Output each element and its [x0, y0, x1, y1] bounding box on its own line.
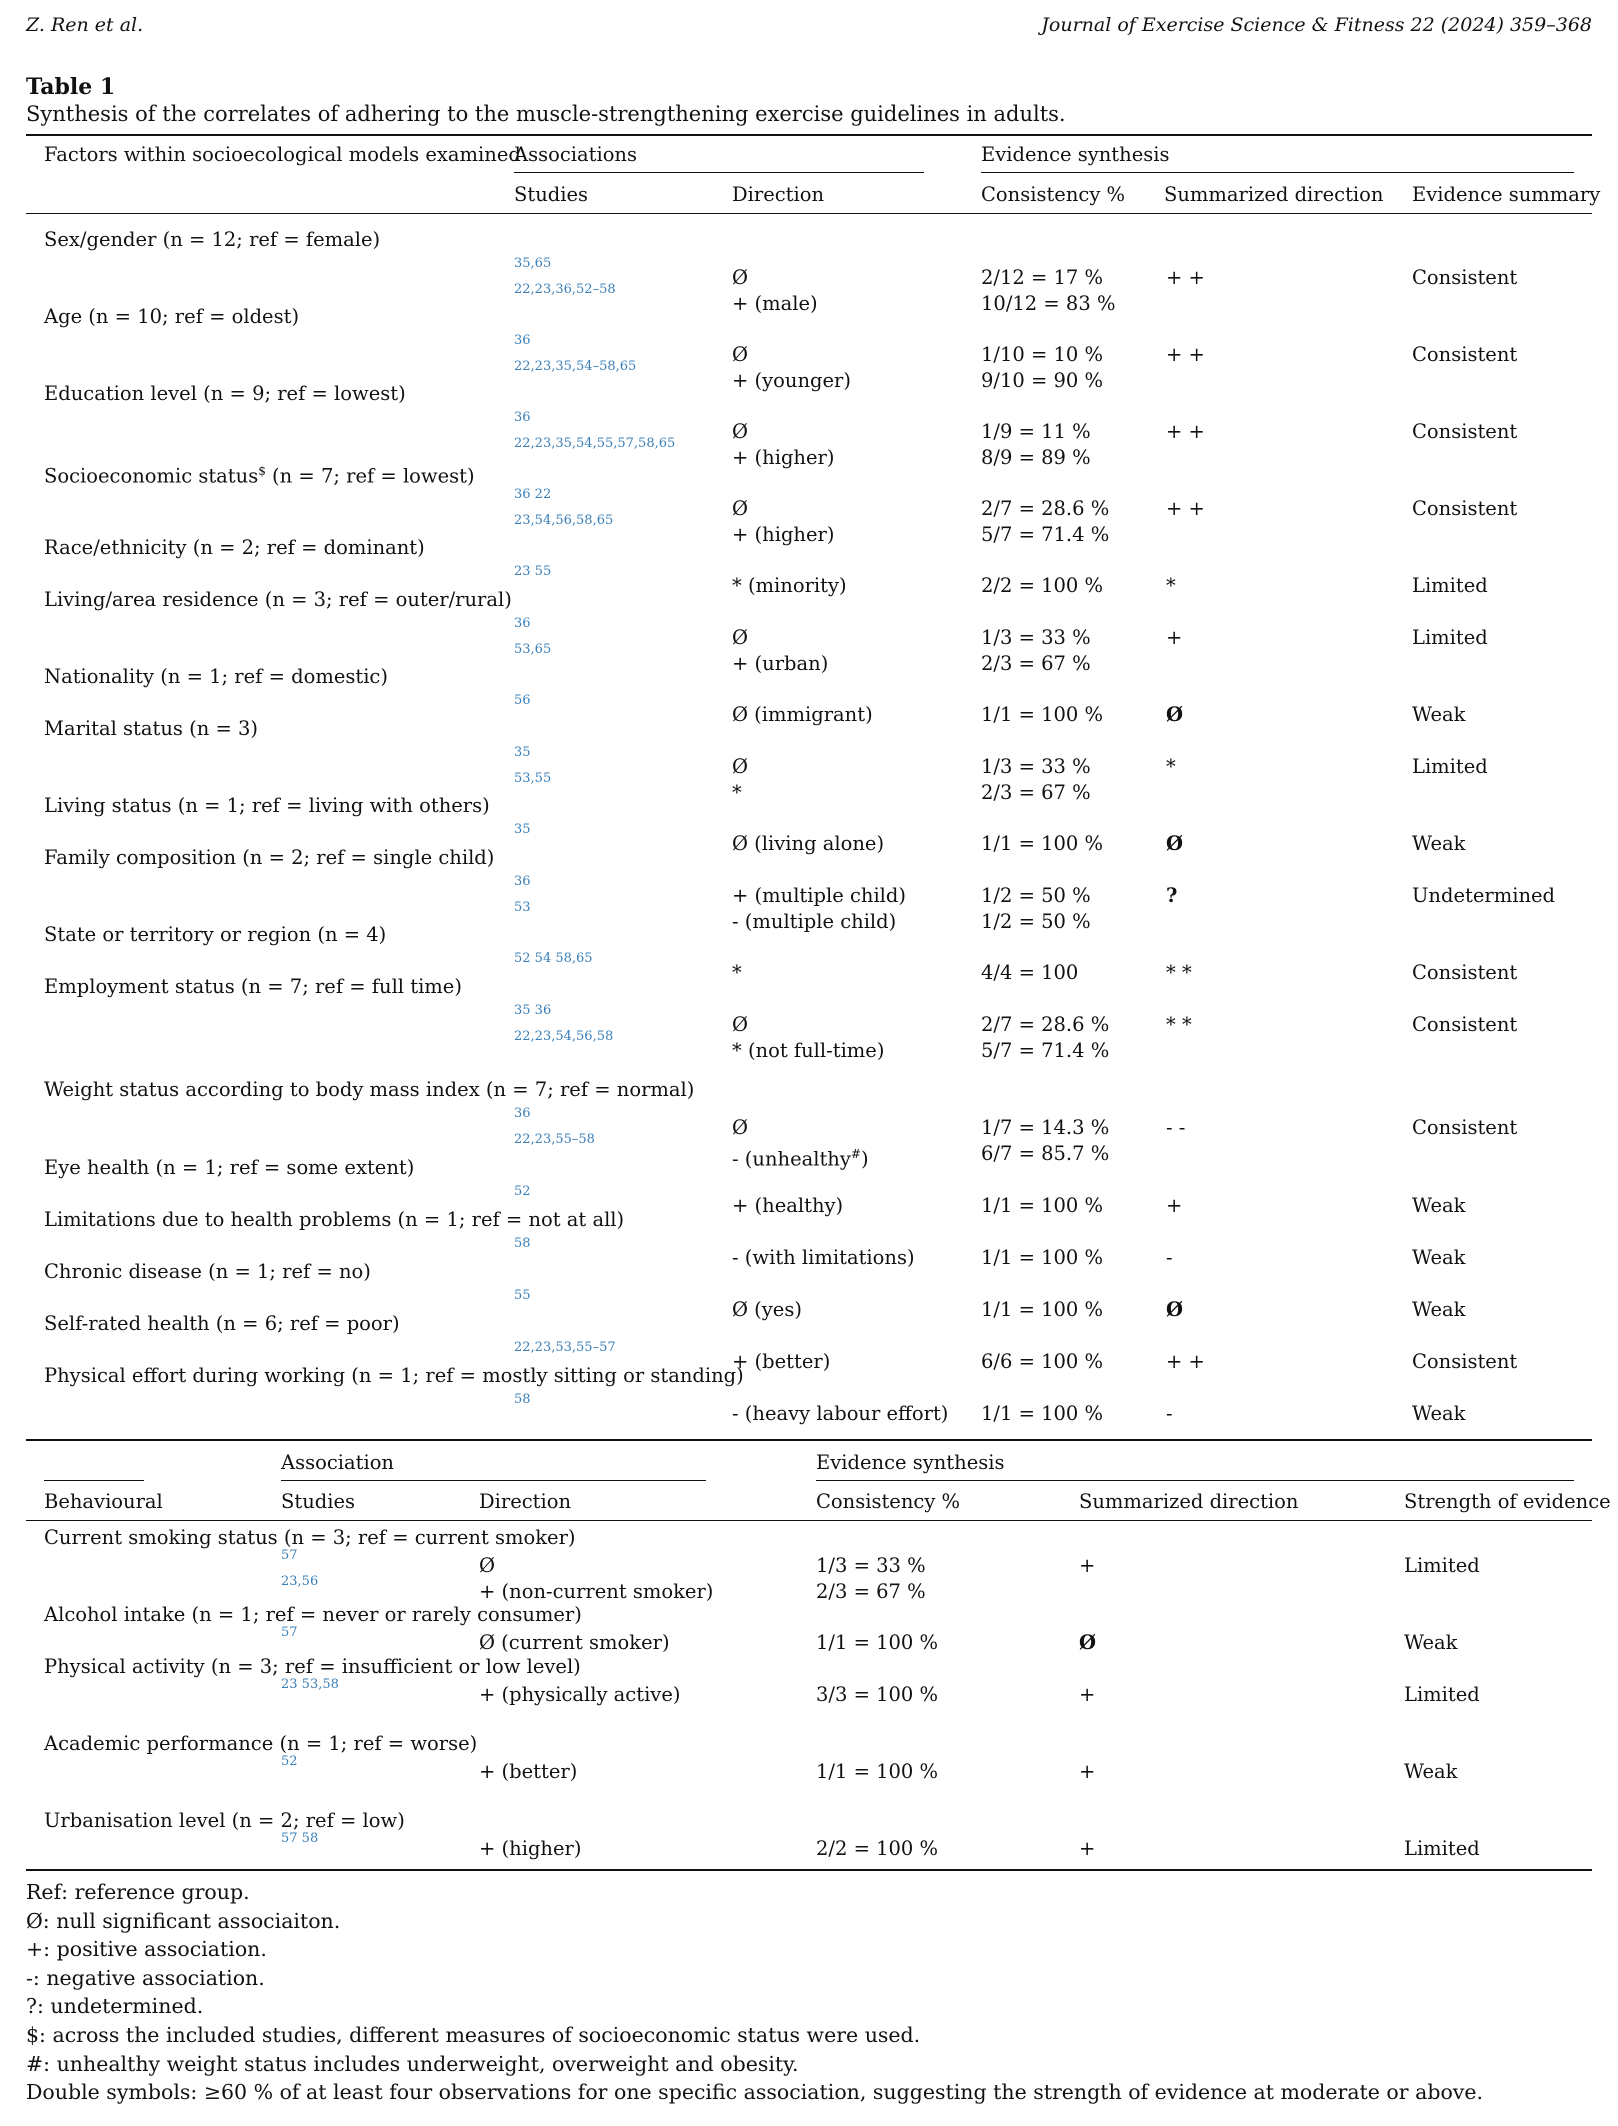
summarized-direction: * *: [1166, 961, 1192, 984]
consistency-value: 2/2 = 100 %: [981, 574, 1104, 597]
direction-value: [732, 755, 748, 779]
direction-text: Ø: [732, 1013, 748, 1036]
direction-text: + (higher): [732, 446, 835, 469]
study-refs: 22,23,36,52–58: [514, 282, 616, 297]
factor-text: Employment status (n = 7; ref = full time): [44, 975, 462, 998]
direction-text: Ø: [732, 420, 748, 443]
consistency-value: 1/1 = 100 %: [981, 1298, 1104, 1321]
direction-value: [732, 266, 748, 290]
factor-label: [44, 846, 494, 870]
factor-label: [44, 382, 406, 406]
consistency-value: 1/2 = 50 %: [981, 884, 1091, 907]
header-bottom-rule-2: [26, 1520, 1592, 1521]
direction-text: - (multiple child): [732, 910, 897, 933]
study-refs: 36: [514, 333, 531, 348]
direction-value: [732, 420, 748, 444]
footnote-marker: $: [258, 464, 266, 478]
evidence-summary: Weak: [1412, 1402, 1466, 1425]
consistency-value: 1/7 = 14.3 %: [981, 1116, 1110, 1139]
factor-text: Self-rated health (n = 6; ref = poor): [44, 1312, 400, 1335]
study-refs: 58: [514, 1236, 531, 1251]
col-header-direction: Direction: [732, 183, 825, 206]
direction-value: [732, 497, 748, 521]
factor-label: Academic performance (n = 1; ref = worse): [44, 1732, 478, 1755]
study-refs: 52 54 58,65: [514, 951, 593, 966]
study-refs: 36: [514, 410, 531, 425]
study-refs: 56: [514, 693, 531, 708]
consistency-value: 1/3 = 33 %: [981, 755, 1091, 778]
consistency-value: 1/2 = 50 %: [981, 910, 1091, 933]
study-refs: 22,23,53,55–57: [514, 1340, 616, 1355]
evidence-underline-2: [816, 1480, 1574, 1481]
direction-value: + (non-current smoker): [479, 1580, 714, 1603]
table-caption: Synthesis of the correlates of adhering to the muscle-strengthening exercise guidelines in adults.: [26, 102, 1066, 126]
direction-value: [732, 1298, 802, 1322]
study-refs: 22,23,55–58: [514, 1132, 595, 1147]
behavioural-overline: [44, 1480, 144, 1481]
consistency-value: 1/1 = 100 %: [981, 1246, 1104, 1269]
footnote-line: Ø: null significant associaiton.: [26, 1908, 341, 1933]
factor-text: Marital status (n = 3): [44, 717, 259, 740]
summarized-direction: +: [1079, 1554, 1096, 1577]
direction-value: [732, 1350, 830, 1374]
summarized-direction: - -: [1166, 1116, 1186, 1139]
evidence-summary: Limited: [1412, 574, 1488, 597]
col-header-consistency: Consistency %: [981, 183, 1126, 206]
study-refs: 23 55: [514, 564, 552, 579]
summarized-direction: ?: [1166, 884, 1178, 907]
factor-label: [44, 717, 258, 741]
study-refs: 53: [514, 900, 531, 915]
consistency-value: 1/1 = 100 %: [816, 1631, 939, 1654]
study-refs: 53,65: [514, 642, 552, 657]
footnote-line: -: negative association.: [26, 1965, 265, 1990]
factor-text: Sex/gender (n = 12; ref = female): [44, 228, 381, 251]
study-refs: 36: [514, 874, 531, 889]
study-refs: 35: [514, 822, 531, 837]
evidence-underline: [981, 172, 1574, 173]
direction-text: Ø: [732, 266, 748, 289]
evidence-summary: Limited: [1412, 626, 1488, 649]
footnote-line: ?: undetermined.: [26, 1994, 204, 2019]
study-refs: 23,56: [281, 1574, 319, 1589]
col-header-evidence-summary: Evidence summary: [1412, 183, 1601, 206]
direction-text: Ø: [732, 343, 748, 366]
direction-value: [732, 626, 748, 650]
direction-value: + (higher): [479, 1837, 582, 1860]
direction-text: *: [732, 961, 742, 984]
direction-value: [732, 1039, 884, 1063]
direction-text: + (healthy): [732, 1194, 844, 1217]
col-header-studies: Studies: [514, 183, 589, 206]
factor-label: Urbanisation level (n = 2; ref = low): [44, 1809, 405, 1832]
factor-label: Physical activity (n = 3; ref = insufficient or low level): [44, 1655, 581, 1678]
consistency-value: 1/9 = 11 %: [981, 420, 1091, 443]
direction-text: * (minority): [732, 574, 847, 597]
consistency-value: 1/1 = 100 %: [981, 703, 1104, 726]
factor-text: Nationality (n = 1; ref = domestic): [44, 665, 388, 688]
col-header-evidence-synthesis-2: Evidence synthesis: [816, 1451, 1005, 1474]
study-refs: 53,55: [514, 771, 552, 786]
evidence-summary: Consistent: [1412, 1350, 1518, 1373]
footnote-line: #: unhealthy weight status includes underweight, overweight and obesity.: [26, 2051, 799, 2076]
consistency-value: 10/12 = 83 %: [981, 292, 1116, 315]
consistency-value: 2/7 = 28.6 %: [981, 1013, 1110, 1036]
factor-label: [44, 1156, 414, 1180]
consistency-value: 1/3 = 33 %: [816, 1554, 926, 1577]
table-footnotes: [26, 1878, 1483, 2107]
summarized-direction: * *: [1166, 1013, 1192, 1036]
direction-text: + (higher): [732, 523, 835, 546]
study-refs: 57 58: [281, 1831, 319, 1846]
consistency-value: 5/7 = 71.4 %: [981, 1039, 1110, 1062]
col-header-studies-2: Studies: [281, 1490, 356, 1513]
study-refs: 36 22: [514, 487, 552, 502]
factor-text: Education level (n = 9; ref = lowest): [44, 382, 406, 405]
consistency-value: 1/3 = 33 %: [981, 626, 1091, 649]
factor-label: [44, 1078, 694, 1102]
footnote-line: Ref: reference group.: [26, 1880, 250, 1904]
consistency-value: 2/3 = 67 %: [981, 781, 1091, 804]
col-header-summarized-direction-2: Summarized direction: [1079, 1490, 1299, 1513]
direction-value: Ø: [479, 1554, 495, 1577]
study-refs: 22,23,35,54,55,57,58,65: [514, 436, 676, 451]
direction-value: [732, 1013, 748, 1037]
strength-of-evidence: Limited: [1404, 1683, 1480, 1706]
factor-text-rest: (n = 7; ref = lowest): [265, 464, 475, 488]
consistency-value: 2/2 = 100 %: [816, 1837, 939, 1860]
study-refs: 22,23,54,56,58: [514, 1029, 614, 1044]
direction-text: + (multiple child): [732, 884, 907, 907]
direction-text: + (younger): [732, 369, 851, 392]
consistency-value: 1/1 = 100 %: [981, 1402, 1104, 1425]
direction-value: [732, 574, 847, 598]
direction-text: Ø (living alone): [732, 832, 885, 855]
evidence-summary: Weak: [1412, 832, 1466, 855]
col-header-factors: Factors within socioecological models examined: [44, 143, 521, 166]
summarized-direction: Ø: [1166, 703, 1183, 726]
direction-text: Ø: [732, 755, 748, 778]
direction-value: [732, 292, 818, 316]
direction-text: Ø (immigrant): [732, 703, 873, 726]
factor-text: Living status (n = 1; ref = living with others): [44, 794, 490, 817]
summarized-direction: + +: [1166, 1350, 1205, 1373]
factor-text: Weight status according to body mass index (n = 7; ref = normal): [44, 1078, 695, 1101]
factor-text: Race/ethnicity (n = 2; ref = dominant): [44, 536, 425, 559]
study-refs: 22,23,35,54–58,65: [514, 359, 637, 374]
summarized-direction: +: [1079, 1760, 1096, 1783]
evidence-summary: Weak: [1412, 1194, 1466, 1217]
footnote-line: +: positive association.: [26, 1937, 267, 1962]
study-refs: 52: [281, 1754, 298, 1769]
direction-text: - (unhealthy: [732, 1147, 851, 1171]
study-refs: 36: [514, 616, 531, 631]
study-refs: 57: [281, 1625, 298, 1640]
col-header-behavioural: Behavioural: [44, 1490, 163, 1513]
direction-value: [732, 781, 742, 805]
factor-label: Alcohol intake (n = 1; ref = never or rarely consumer): [44, 1603, 582, 1626]
consistency-value: 9/10 = 90 %: [981, 369, 1104, 392]
evidence-summary: Weak: [1412, 703, 1466, 726]
direction-value: + (physically active): [479, 1683, 681, 1706]
factor-text: State or territory or region (n = 4): [44, 923, 387, 946]
direction-value: [732, 1246, 915, 1270]
direction-value: [732, 1116, 748, 1140]
factor-label: [44, 588, 512, 612]
direction-close: ): [860, 1147, 869, 1171]
evidence-summary: Consistent: [1412, 497, 1518, 520]
summarized-direction: Ø: [1166, 832, 1183, 855]
factor-text: Physical effort during working (n = 1; ref = mostly sitting or standing): [44, 1364, 744, 1387]
associations-underline: [514, 172, 924, 173]
factor-text: Family composition (n = 2; ref = single child): [44, 846, 495, 869]
col-header-association: Association: [281, 1451, 394, 1474]
study-refs: 35: [514, 745, 531, 760]
direction-value: [732, 961, 742, 985]
factor-label: [44, 1312, 400, 1336]
factor-label: [44, 1260, 371, 1284]
evidence-summary: Consistent: [1412, 266, 1518, 289]
consistency-value: 1/10 = 10 %: [981, 343, 1104, 366]
study-refs: 35 36: [514, 1003, 552, 1018]
evidence-summary: Undetermined: [1412, 884, 1556, 907]
direction-value: [732, 369, 851, 393]
direction-value: [732, 910, 896, 934]
factor-text: Limitations due to health problems (n = 1; ref = not at all): [44, 1208, 625, 1231]
consistency-value: 2/3 = 67 %: [816, 1580, 926, 1603]
summarized-direction: + +: [1166, 497, 1205, 520]
evidence-summary: Weak: [1412, 1246, 1466, 1269]
direction-value: [732, 832, 884, 856]
direction-value: + (better): [479, 1760, 578, 1783]
study-refs: 58: [514, 1392, 531, 1407]
consistency-value: 4/4 = 100: [981, 961, 1079, 984]
direction-value: [732, 446, 834, 470]
summarized-direction: -: [1166, 1246, 1173, 1269]
direction-text: Ø: [732, 497, 748, 520]
col-header-direction-2: Direction: [479, 1490, 572, 1513]
factor-label: [44, 794, 490, 818]
direction-value: [732, 343, 748, 367]
col-header-summarized-direction: Summarized direction: [1164, 183, 1384, 206]
factor-label: [44, 1208, 624, 1232]
direction-value: [732, 523, 834, 547]
study-refs: 23 53,58: [281, 1677, 339, 1692]
direction-text: Ø: [732, 1116, 748, 1139]
part-divider-rule: [26, 1439, 1592, 1441]
direction-value: [732, 1402, 948, 1426]
factor-label: [44, 459, 475, 489]
consistency-value: 2/12 = 17 %: [981, 266, 1104, 289]
consistency-value: 1/1 = 100 %: [981, 832, 1104, 855]
direction-text: * (not full-time): [732, 1039, 885, 1062]
direction-text: *: [732, 781, 742, 804]
factor-label: Current smoking status (n = 3; ref = current smoker): [44, 1526, 576, 1549]
col-header-evidence-synthesis: Evidence synthesis: [981, 143, 1170, 166]
factor-text: Socioeconomic status: [44, 464, 259, 488]
evidence-summary: Consistent: [1412, 420, 1518, 443]
summarized-direction: + +: [1166, 343, 1205, 366]
evidence-summary: Consistent: [1412, 961, 1518, 984]
table-label: Table 1: [26, 74, 116, 100]
direction-value: Ø (current smoker): [479, 1631, 670, 1654]
summarized-direction: -: [1166, 1402, 1173, 1425]
direction-value: [732, 1142, 869, 1172]
factor-text: Eye health (n = 1; ref = some extent): [44, 1156, 415, 1179]
strength-of-evidence: Weak: [1404, 1631, 1458, 1654]
evidence-summary: Consistent: [1412, 343, 1518, 366]
consistency-value: 2/3 = 67 %: [981, 652, 1091, 675]
direction-value: [732, 884, 906, 908]
summarized-direction: +: [1079, 1837, 1096, 1860]
evidence-summary: Limited: [1412, 755, 1488, 778]
consistency-value: 1/1 = 100 %: [816, 1760, 939, 1783]
factor-text: Chronic disease (n = 1; ref = no): [44, 1260, 371, 1283]
direction-text: + (better): [732, 1350, 831, 1373]
summarized-direction: + +: [1166, 266, 1205, 289]
strength-of-evidence: Weak: [1404, 1760, 1458, 1783]
evidence-summary: Weak: [1412, 1298, 1466, 1321]
factor-text: Living/area residence (n = 3; ref = outer/rural): [44, 588, 512, 611]
consistency-value: 5/7 = 71.4 %: [981, 523, 1110, 546]
col-header-strength: Strength of evidence: [1404, 1490, 1611, 1513]
factor-label: [44, 1364, 744, 1388]
consistency-value: 6/7 = 85.7 %: [981, 1142, 1110, 1165]
header-bottom-rule: [26, 213, 1592, 214]
strength-of-evidence: Limited: [1404, 1837, 1480, 1860]
study-refs: 23,54,56,58,65: [514, 513, 614, 528]
direction-value: [732, 1194, 843, 1218]
summarized-direction: +: [1079, 1683, 1096, 1706]
evidence-summary: Consistent: [1412, 1116, 1518, 1139]
association-underline: [281, 1480, 706, 1481]
footnote-line: Double symbols: ≥60 % of at least four observations for one specific association, suggesting the strength of evidence at moderate or above.: [26, 2080, 1484, 2105]
consistency-value: 3/3 = 100 %: [816, 1683, 939, 1706]
footnote-line: $: across the included studies, different measures of socioeconomic status were used.: [26, 2022, 921, 2047]
factor-label: [44, 923, 386, 947]
summarized-direction: + +: [1166, 420, 1205, 443]
study-refs: 57: [281, 1548, 298, 1563]
col-header-consistency-2: Consistency %: [816, 1490, 961, 1513]
footnote-marker: #: [850, 1147, 861, 1161]
study-refs: 35,65: [514, 256, 552, 271]
summarized-direction: +: [1166, 1194, 1183, 1217]
factor-text: Age (n = 10; ref = oldest): [44, 305, 300, 328]
evidence-summary: Consistent: [1412, 1013, 1518, 1036]
factor-label: [44, 305, 299, 329]
strength-of-evidence: Limited: [1404, 1554, 1480, 1577]
factor-label: [44, 975, 462, 999]
table-top-rule: [26, 134, 1592, 136]
running-header: [26, 14, 1592, 36]
header-journal: Journal of Exercise Science & Fitness 22 (2024) 359–368: [1041, 14, 1592, 36]
consistency-value: 2/7 = 28.6 %: [981, 497, 1110, 520]
consistency-value: 1/1 = 100 %: [981, 1194, 1104, 1217]
summarized-direction: +: [1166, 626, 1183, 649]
summarized-direction: Ø: [1079, 1631, 1096, 1654]
summarized-direction: Ø: [1166, 1298, 1183, 1321]
direction-text: Ø (yes): [732, 1298, 802, 1321]
direction-text: Ø: [732, 626, 748, 649]
col-header-associations: Associations: [514, 143, 637, 166]
header-authors: Z. Ren et al.: [26, 14, 144, 36]
factor-label: [44, 536, 425, 560]
table-bottom-rule: [26, 1869, 1592, 1871]
direction-text: - (with limitations): [732, 1246, 915, 1269]
direction-value: [732, 652, 828, 676]
factor-label: [44, 228, 380, 252]
factor-label: [44, 665, 388, 689]
study-refs: 36: [514, 1106, 531, 1121]
direction-text: + (male): [732, 292, 818, 315]
study-refs: 55: [514, 1288, 531, 1303]
consistency-value: 8/9 = 89 %: [981, 446, 1091, 469]
consistency-value: 6/6 = 100 %: [981, 1350, 1104, 1373]
direction-text: + (urban): [732, 652, 829, 675]
study-refs: 52: [514, 1184, 531, 1199]
direction-text: - (heavy labour effort): [732, 1402, 949, 1425]
summarized-direction: *: [1166, 755, 1176, 778]
summarized-direction: *: [1166, 574, 1176, 597]
direction-value: [732, 703, 873, 727]
